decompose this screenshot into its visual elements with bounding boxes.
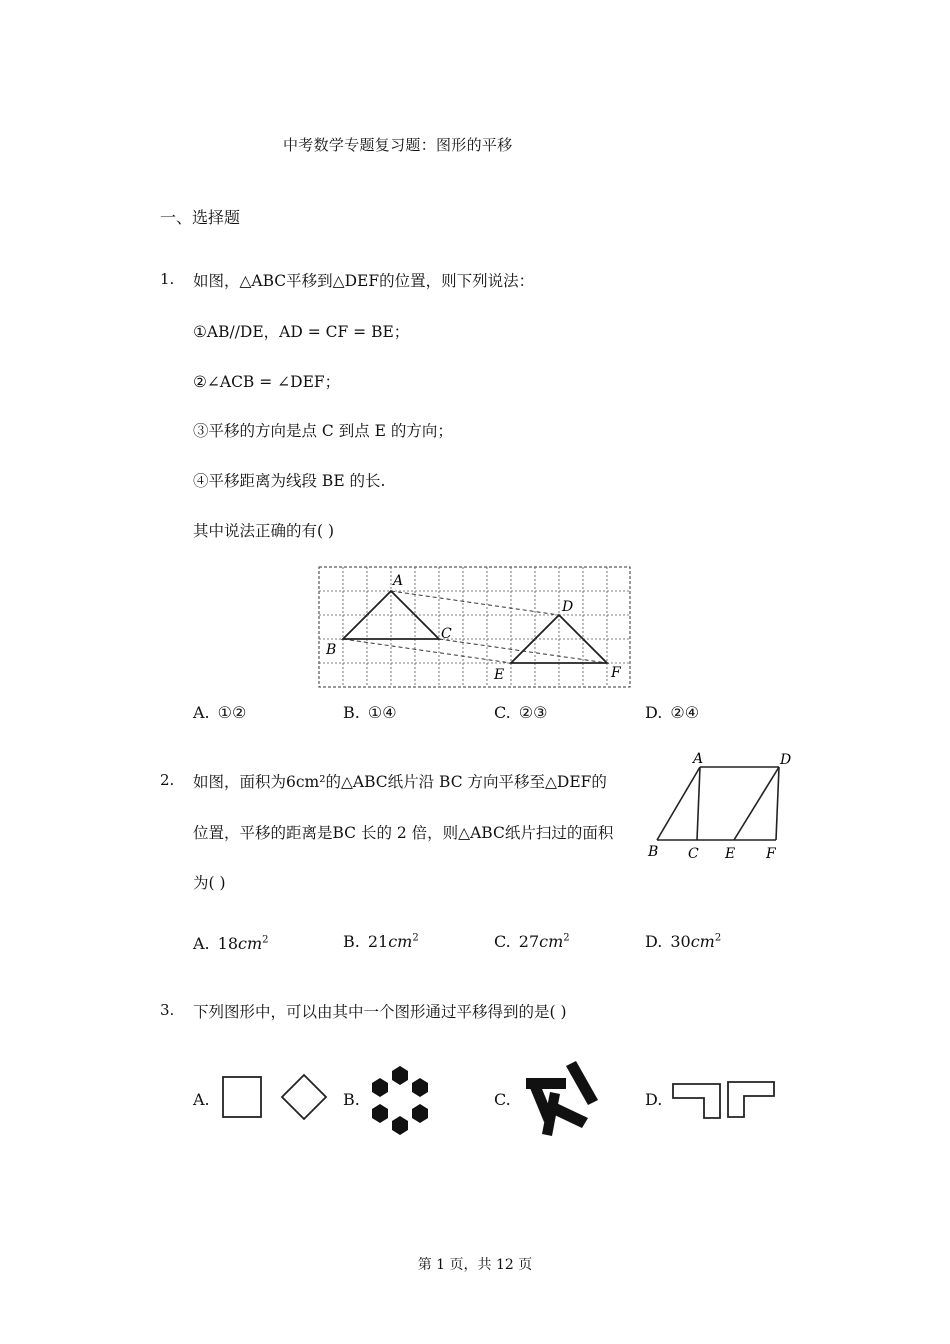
q1-option-c[interactable]: C. ②③ [494,703,548,722]
pinwheel-bars [526,1061,598,1136]
q1-option-a[interactable]: A. ①② [193,703,247,722]
q3-figure-d [668,1074,780,1124]
diamond-shape [282,1075,326,1119]
q1-statement-3: ③平移的方向是点 C 到点 E 的方向； [193,422,453,440]
grid-lines [319,567,630,687]
q2-parallelogram-figure [645,748,795,864]
page-footer: 第 1 页，共 12 页 [417,1257,533,1273]
label-f: F [611,665,621,681]
q3-number: 3. [160,1001,175,1019]
label-a: A [393,573,404,589]
label-d: D [780,752,792,768]
label-c: C [441,626,452,642]
square-shape [223,1077,261,1117]
label-f: F [766,846,776,862]
q1-stem: 如图，△ABC平移到△DEF的位置，则下列说法： [193,272,535,290]
q3-figure-b [368,1064,432,1138]
q1-number: 1. [160,270,175,288]
label-b: B [648,844,659,860]
q3-figure-c [518,1058,602,1140]
q1-question: 其中说法正确的有( ) [193,522,335,540]
q3-option-b[interactable]: B. [343,1090,360,1109]
q1-statement-4: ④平移距离为线段 BE 的长. [193,472,386,490]
q2-line-2: 位置，平移的距离是BC 长的 2 倍，则△ABC纸片扫过的面积 [193,824,614,842]
q2-option-d[interactable]: D. $30cm^2$ [645,932,722,951]
q1-option-b[interactable]: B. ①④ [343,703,397,722]
l-shape-left [673,1084,720,1118]
q1-option-d[interactable]: D. ②④ [645,703,700,722]
q1-grid-figure [318,566,632,690]
q1-statement-1: ①AB//DE，AD = CF = BE； [193,323,410,341]
q3-figure-a [216,1070,332,1126]
hexagon-ring [372,1066,428,1135]
label-c: C [688,846,699,862]
q2-line-3: 为( ) [193,874,226,892]
q2-number: 2. [160,771,175,789]
q2-option-b[interactable]: B. $21cm^2$ [343,932,419,951]
label-d: D [562,599,574,615]
label-e: E [494,667,505,683]
q2-line-1: 如图，面积为6cm²的△ABC纸片沿 BC 方向平移至△DEF的 [193,773,607,791]
q3-stem: 下列图形中，可以由其中一个图形通过平移得到的是( ) [193,1003,567,1021]
q3-option-c[interactable]: C. [494,1090,511,1109]
label-e: E [725,846,736,862]
l-shape-right [728,1082,774,1117]
label-a: A [693,751,704,767]
label-b: B [326,642,337,658]
q2-option-c[interactable]: C. $27cm^2$ [494,932,570,951]
document-title: 中考数学专题复习题：图形的平移 [283,136,513,154]
section-heading: 一、选择题 [160,208,241,227]
q3-option-d[interactable]: D. [645,1090,663,1109]
q2-option-a[interactable]: A. $18cm^2$ [193,934,269,953]
q1-statement-2: ②∠ACB = ∠DEF； [193,373,341,391]
q3-option-a[interactable]: A. [193,1090,210,1109]
